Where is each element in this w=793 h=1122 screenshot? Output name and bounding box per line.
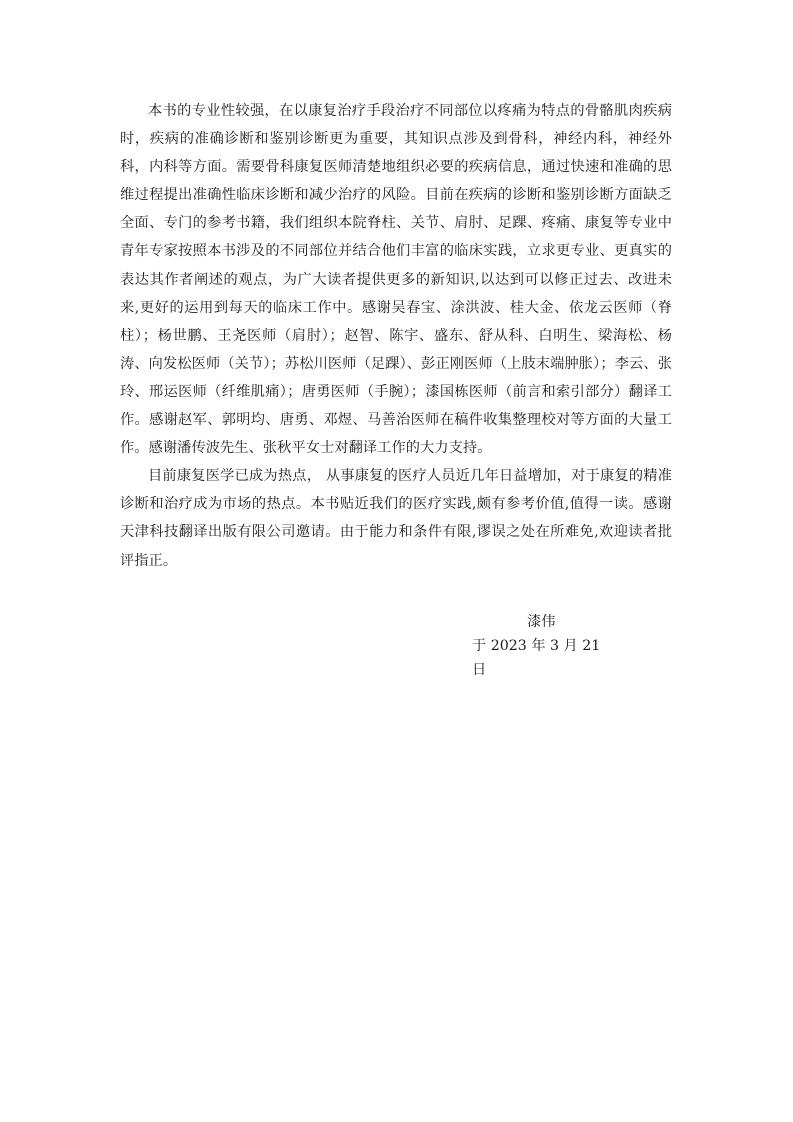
paragraph-2: 目前康复医学已成为热点， 从事康复的医疗人员近几年日益增加，对于康复的精准诊断和治疗成为市场的热点。本书贴近我们的医疗实践,颇有参考价值,值得一读。感谢天津科技翻译出版有限公司邀请。由于能力和条件有限,谬误之处在所难免,欢迎读者批评指正。 xyxy=(120,468,672,569)
preface-body xyxy=(120,97,672,575)
paragraph-1: 本书的专业性较强，在以康复治疗手段治疗不同部位以疼痛为特点的骨骼肌肉疾病时，疾病的准确诊断和鉴别诊断更为重要，其知识点涉及到骨科，神经内科，神经外科，内科等方面。需要骨科康复医师清楚地组织必要的疾病信息，通过快速和准确的思维过程提出准确性临床诊断和减少治疗的风险。目前在疾病的诊断和鉴别诊断方面缺乏全面、专门的参考书籍，我们组织本院脊柱、关节、肩肘、足踝、疼痛、康复等专业中青年专家按照本书涉及的不同部位并结合他们丰富的临床实践，立求更专业、更真实的表达其作者阐述的观点，为广大读者提供更多的新知识,以达到可以修正过去、改进未来,更好的运用到每天的临床工作中。感谢吴春宝、涂洪波、桂大金、依龙云医师（脊柱）；杨世鹏、王尧医师（肩肘）；赵智、陈宇、盛东、舒从科、白明生、梁海松、杨涛、向发松医师（关节）；苏松川医师（足踝）、彭正刚医师（上肢末端肿胀）；李云、张玲、邢运医师（纤维肌痛）；唐勇医师（手腕）；漆国栋医师（前言和索引部分）翻译工作。感谢赵军、郭明均、唐勇、邓煜、马善治医师在稿件收集整理校对等方面的大量工作。感谢潘传波先生、张秋平女士对翻译工作的大力支持。 xyxy=(120,103,672,457)
signature-date: 于 2023 年 3 月 21 日 xyxy=(472,638,601,678)
signature-block xyxy=(472,610,612,682)
signature-name: 漆伟 xyxy=(527,614,556,630)
